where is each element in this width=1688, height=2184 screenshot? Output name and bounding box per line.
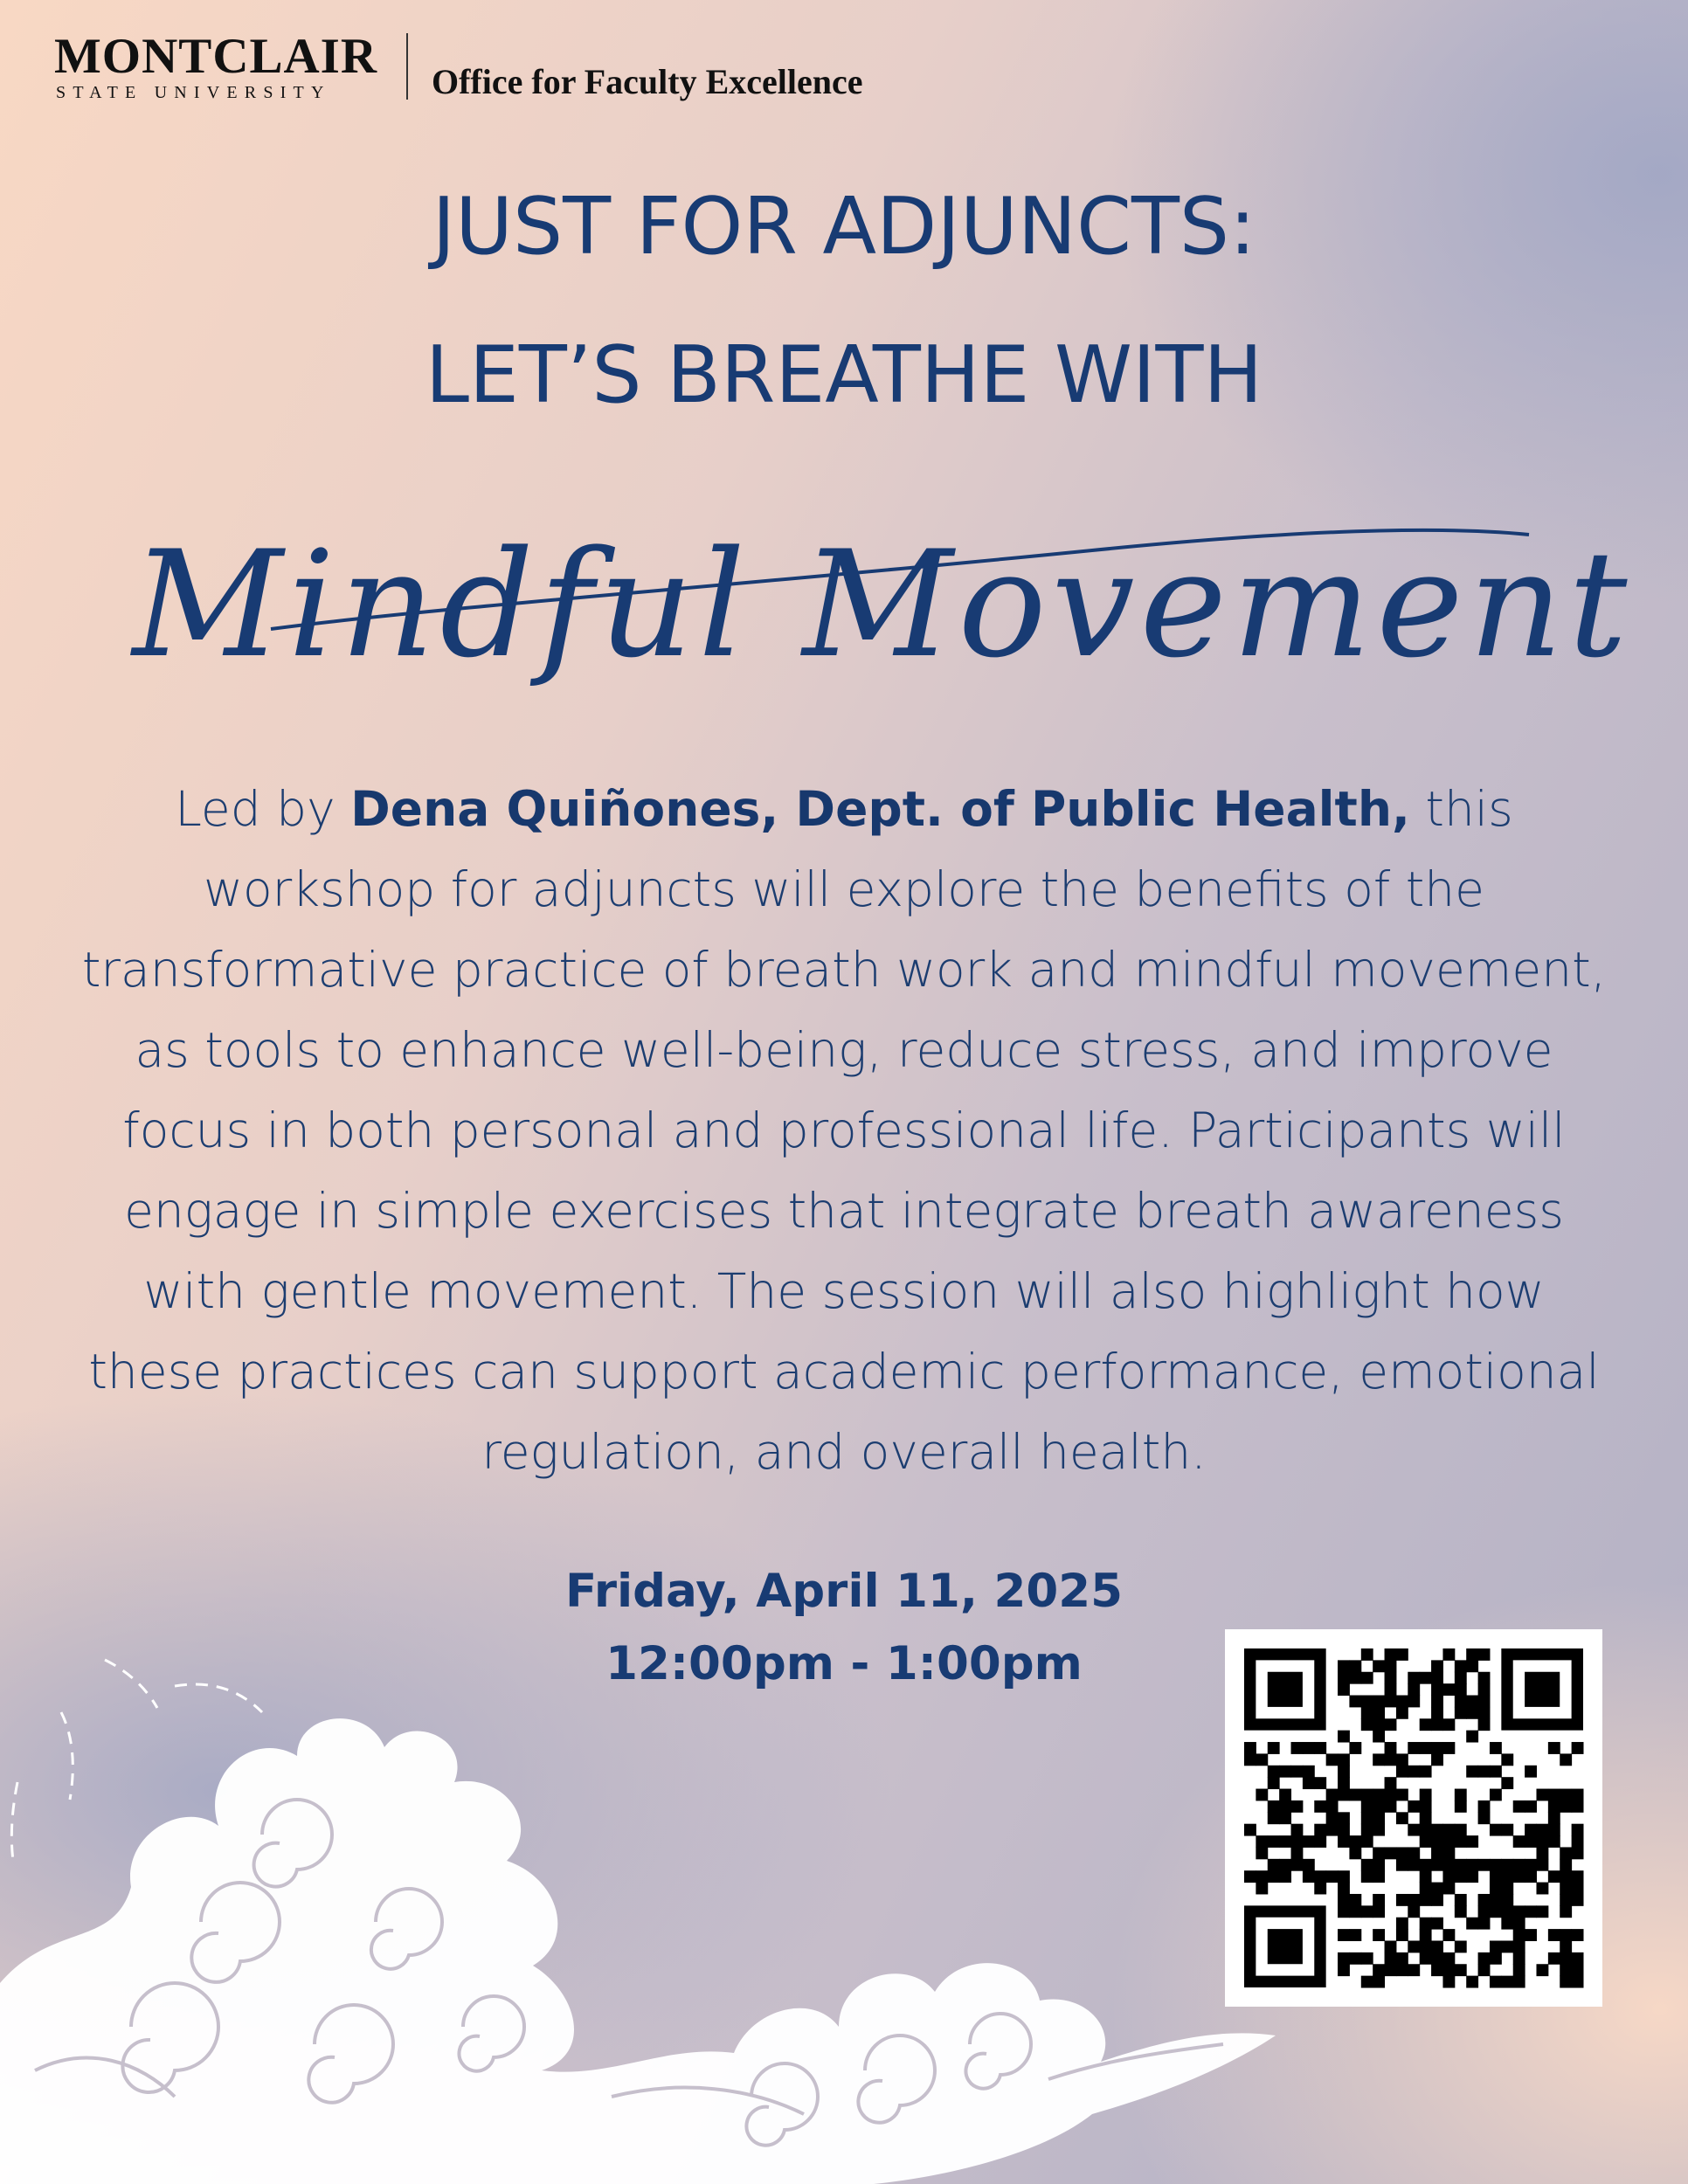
- logo-university-name: MONTCLAIR: [54, 29, 378, 84]
- script-title-text: Mindful Movement: [132, 519, 1633, 690]
- title-line-1: JUST FOR ADJUNCTS:: [432, 181, 1256, 273]
- qr-code-icon: [1225, 1629, 1602, 2007]
- event-date: Friday, April 11, 2025: [565, 1565, 1123, 1618]
- qr-code[interactable]: [1225, 1629, 1602, 2007]
- logo-divider: [406, 33, 408, 100]
- presenter-name: Dena Quiñones, Dept. of Public Health,: [350, 781, 1410, 837]
- cloud-swirl-illustration: [0, 1660, 1311, 2184]
- office-name: Office for Faculty Excellence: [432, 62, 863, 101]
- description-lead: Led by: [175, 781, 351, 837]
- event-time: 12:00pm - 1:00pm: [605, 1637, 1083, 1690]
- script-title: [132, 454, 1633, 734]
- title-line-2: LET’S BREATHE WITH: [425, 329, 1263, 421]
- logo-university-sub: STATE UNIVERSITY: [56, 83, 331, 102]
- description-text: this workshop for adjuncts will explore the benefits of the transformative practice of breath work and mindful movement, as tools to enhance well-being, reduce stress, and improve focus in both personal and professional life. Participants will engage in simple exercises that integrate breath awareness with gentle movement. The session will also highlight how these practices can support academic performance, emotional regulation, and overall health.: [81, 781, 1607, 1480]
- description-paragraph: [70, 769, 1618, 1492]
